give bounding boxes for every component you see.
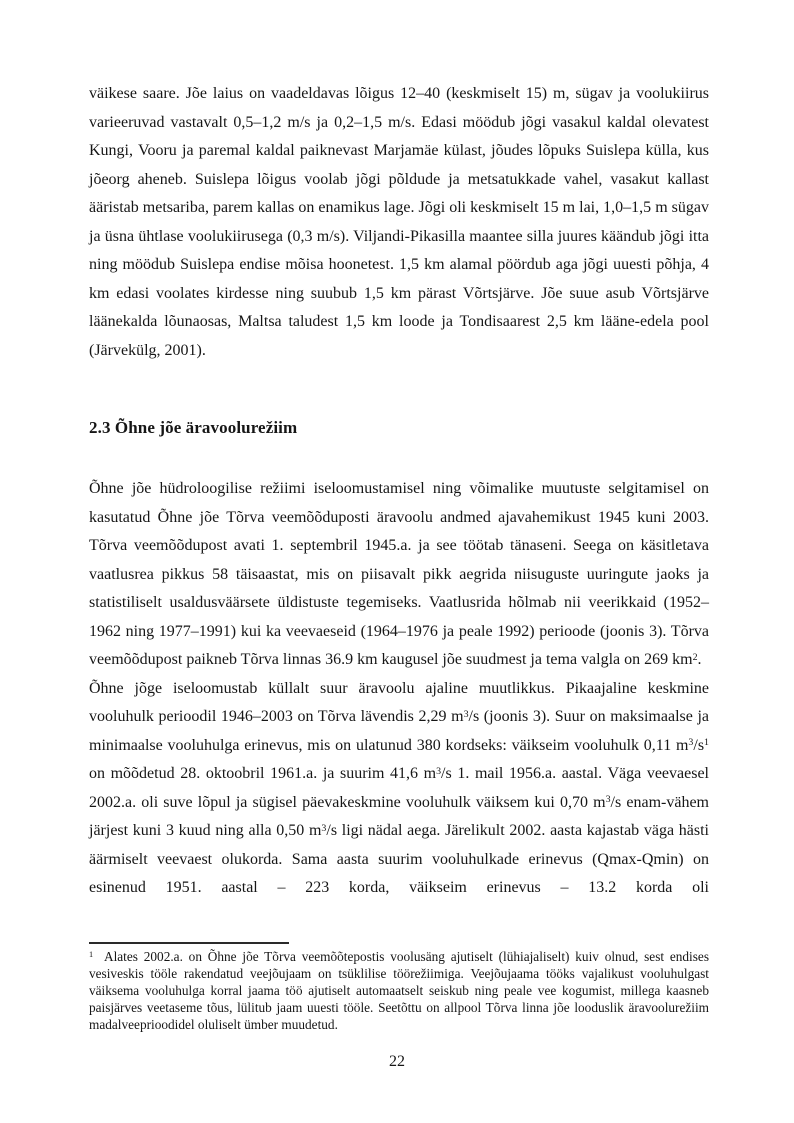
section-heading: 2.3 Õhne jõe äravoolurežiim xyxy=(89,418,298,437)
footnote-separator-line xyxy=(89,942,289,944)
section-body xyxy=(89,475,709,903)
paragraph-flow-variability: Õhne jõge iseloomustab küllalt suur äravoolu ajaline muutlikkus. Pikaajaline keskmine vooluhulk perioodil 1946–2003 on Tõrva lävendis 2,29 $m^3/s$ (joonis 3). Suur on maksimaalse ja minimaalse vooluhulga erinevus, mis on ulatunud 380 kordseks: väikseim vooluhulk 0,11 $m^3/s^1$ on mõõdetud 28. oktoobril 1961.a. ja suurim 41,6 $m^3/s$ 1. mail 1956.a. aastal. Väga veevaesel 2002.a. oli suve lõpul ja sügisel päevakeskmine vooluhulk väiksem kui 0,70 $m^3/s$ enam-vähem järjest kuni 3 kuud ning alla 0,50 $m^3/s$ ligi nädal aega. Järelikult 2002. aasta kajastab väga hästi äärmiselt veevaest olukorda. Sama aasta suurim vooluhulkade erinevus (Qmax-Qmin) on esinenud 1951. aastal – 223 korda, väikseim erinevus – 13.2 korda oli xyxy=(89,679,709,896)
paragraph-observation-data: Õhne jõe hüdroloogilise režiimi iseloomustamisel ning võimalike muutuste selgitamisel on kasutatud Õhne jõe Tõrva veemõõduposti äravoolu andmed ajavahemikust 1945 kuni 2003. Tõrva veemõõdupost avati 1. septembril 1945.a. ja see töötab tänaseni. Seega on käsitletava vaatlusrea pikkus 58 täisaastat, mis on piisavalt pikk aegrida niisuguste uuringute jaoks ja statistiliselt usaldusväärsete üldistuste tegemiseks. Vaatlusrida hõlmab nii veerikkaid (1952–1962 ning 1977–1991) kui ka veevaeseid (1964–1976 ja peale 1992) perioode (joonis 3). Tõrva veemõõdupost paikneb Tõrva linnas 36.9 km kaugusel jõe suudmest ja tema valgla on 269 $km^2$. xyxy=(89,480,709,668)
footnote-text: $^1$ Alates 2002.a. on Õhne jõe Tõrva veemõõtepostis voolusäng ajutiselt (lühiajaliselt) kuiv olnud, sest endises vesiveskis tööle rakendatud veejõujaam on tsüklilise töörežiimiga. Veejõujaama tööks vajalikust vooluhulgast väiksema vooluhulga korral jaama töö ajutiselt automaatselt seiskub ning peale vee kogumist, millega kaasneb paisjärves veetaseme tõus, lülitub jaam uuesti tööle. Seetõttu on allpool Tõrva linna jõe looduslik äravoolurežiim madalveeprioodidel oluliselt ümber muudetud. xyxy=(89,949,709,1032)
paragraph-river-description: väikese saare. Jõe laius on vaadeldavas lõigus 12–40 (keskmiselt 15) m, sügav ja voolukiirus varieeruvad vastavalt 0,5–1,2 m/s ja 0,2–1,5 m/s. Edasi möödub jõgi vasakul kaldal olevatest Kungi, Vooru ja paremal kaldal paiknevast Marjamäe külast, jõudes lõpuks Suislepa külla, kus jõeorg aheneb. Suislepa lõigus voolab jõgi põldude ja metsatukkade vahel, vasakut kallast ääristab metsariba, parem kallas on enamikus lage. Jõgi oli keskmiselt 15 m lai, 1,0–1,5 m sügav ja üsna ühtlase voolukiirusega (0,3 m/s). Viljandi-Pikasilla maantee silla juures käändub jõgi itta ning möödub Suislepa endise mõisa hoonetest. 1,5 km alamal pöördub aga jõgi uuesti põhja, 4 km edasi voolates kirdesse ning suubub 1,5 km pärast Võrtsjärve. Jõe suue asub Võrtsjärve läänekalda lõunaosas, Maltsa taludest 1,5 km loode ja Tondisaarest 2,5 km lääne-edela pool (Järvekülg, 2001). xyxy=(89,85,709,359)
page-number: 22 xyxy=(389,1053,405,1070)
